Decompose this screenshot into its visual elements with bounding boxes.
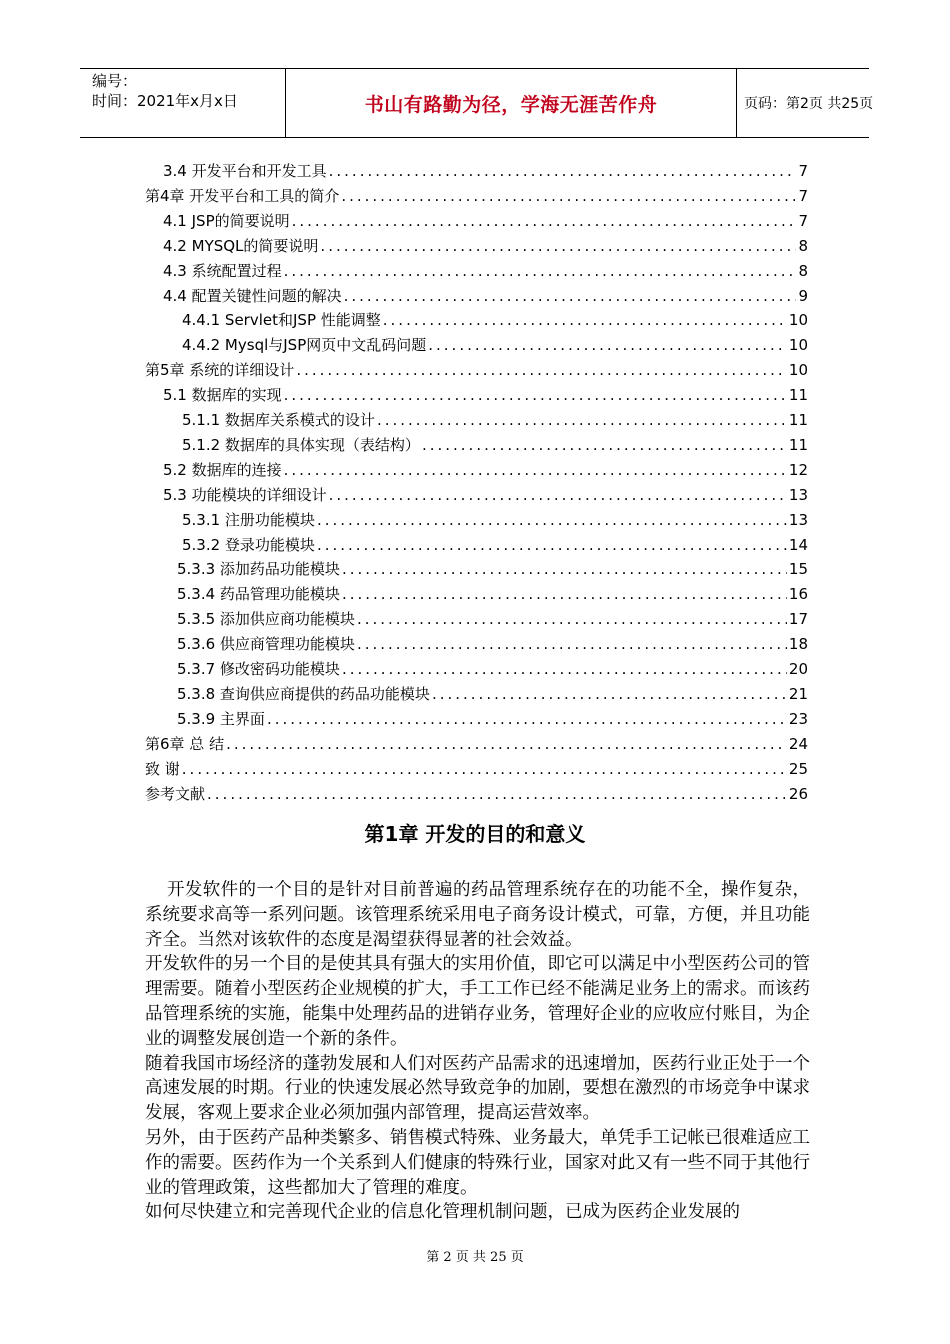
toc-entry-page: 7 bbox=[798, 162, 808, 180]
toc-leader-dots bbox=[377, 410, 787, 430]
page-footer: 第 2 页 共 25 页 bbox=[426, 1250, 524, 1265]
toc-entry-page: 10 bbox=[788, 336, 808, 355]
toc-entry[interactable] bbox=[163, 481, 808, 505]
toc-entry-title: 5.1 数据库的实现 bbox=[163, 386, 282, 405]
toc-entry-page: 12 bbox=[788, 460, 808, 479]
toc-entry[interactable] bbox=[182, 406, 808, 430]
toc-entry-page: 26 bbox=[788, 784, 808, 803]
toc-entry-title: 第4章 开发平台和工具的简介 bbox=[145, 186, 340, 205]
toc-entry-page: 11 bbox=[788, 386, 808, 405]
toc-entry[interactable] bbox=[182, 531, 808, 555]
toc-entry[interactable] bbox=[163, 232, 808, 256]
toc-entry-page: 8 bbox=[798, 236, 808, 255]
toc-entry[interactable] bbox=[177, 555, 808, 579]
toc-entry-page: 20 bbox=[788, 660, 808, 678]
toc-entry-title: 第5章 系统的详细设计 bbox=[145, 361, 295, 380]
toc-entry-title: 4.2 MYSQL的简要说明 bbox=[163, 236, 319, 255]
toc-leader-dots bbox=[342, 559, 787, 579]
toc-entry-page: 24 bbox=[788, 734, 808, 753]
toc-entry[interactable] bbox=[145, 182, 808, 206]
paragraph: 开发软件的另一个目的是使其具有强大的实用价值，即它可以满足中小型医药公司的管理需要。随着小型医药企业规模的扩大，手工工作已经不能满足业务上的需求。而该药品管理系统的实施，能集中处理药品的进销存业务，管理好企业的应收应付账目，为企业的调整发展创造一个新的条件。 bbox=[145, 954, 810, 1049]
toc-leader-dots bbox=[317, 535, 787, 555]
chapter-title: 第1章 开发的目的和意义 bbox=[364, 822, 586, 846]
toc-entry-page: 7 bbox=[798, 211, 808, 230]
toc-entry-page: 14 bbox=[788, 535, 808, 554]
header-left-cell bbox=[80, 69, 285, 137]
toc-entry-page: 16 bbox=[788, 585, 808, 604]
toc-leader-dots bbox=[320, 236, 796, 256]
toc-entry-title: 5.3.8 查询供应商提供的药品功能模块 bbox=[177, 684, 430, 703]
toc-entry-page: 7 bbox=[798, 186, 808, 205]
toc-entry-page: 25 bbox=[788, 759, 808, 778]
toc-leader-dots bbox=[284, 261, 797, 281]
toc-entry[interactable] bbox=[177, 605, 808, 629]
toc-entry[interactable] bbox=[163, 207, 808, 231]
toc-entry-title: 第6章 总 结 bbox=[145, 734, 225, 753]
toc-leader-dots bbox=[329, 161, 797, 181]
toc-entry[interactable] bbox=[163, 456, 808, 480]
toc-entry-title: 5.3 功能模块的详细设计 bbox=[163, 485, 327, 504]
header-right-cell bbox=[736, 69, 874, 137]
toc-leader-dots bbox=[182, 759, 787, 779]
toc-entry[interactable] bbox=[182, 506, 808, 530]
page-header bbox=[80, 68, 874, 138]
toc-entry-title: 4.4 配置关键性问题的解决 bbox=[163, 286, 342, 305]
toc-leader-dots bbox=[357, 634, 787, 654]
toc-entry[interactable] bbox=[163, 257, 808, 281]
toc-entry-page: 18 bbox=[788, 635, 808, 654]
toc-entry[interactable] bbox=[145, 730, 808, 754]
toc-leader-dots bbox=[296, 360, 787, 380]
toc-entry-title: 5.3.7 修改密码功能模块 bbox=[177, 660, 340, 678]
toc-entry-title: 5.3.3 添加药品功能模块 bbox=[177, 560, 340, 579]
toc-entry-title: 参考文献 bbox=[145, 784, 206, 803]
toc-entry-title: 5.3.9 主界面 bbox=[177, 709, 265, 728]
toc-entry-title: 致 谢 bbox=[145, 759, 180, 778]
toc-leader-dots bbox=[342, 659, 787, 679]
paragraph: 如何尽快建立和完善现代企业的信息化管理机制问题，已成为医药企业发展的 bbox=[145, 1202, 740, 1223]
toc-entry-title: 5.3.5 添加供应商功能模块 bbox=[177, 610, 355, 629]
toc-entry-page: 11 bbox=[788, 411, 808, 429]
paragraph: 随着我国市场经济的蓬勃发展和人们对医药产品需求的迅速增加，医药行业正处于一个高速发展的时期。行业的快速发展必然导致竞争的加剧，要想在激烈的市场竞争中谋求发展，客观上要求企业必须加强内部管理，提高运营效率。 bbox=[145, 1053, 810, 1124]
number-label: 编号： bbox=[92, 72, 138, 90]
toc-leader-dots bbox=[428, 335, 787, 355]
toc-entry[interactable] bbox=[163, 381, 808, 405]
toc-entry[interactable] bbox=[182, 431, 808, 455]
toc-entry[interactable] bbox=[177, 680, 808, 704]
toc-entry-title: 5.2 数据库的连接 bbox=[163, 460, 282, 479]
toc-leader-dots bbox=[344, 286, 797, 306]
toc-leader-dots bbox=[284, 385, 787, 405]
toc-leader-dots bbox=[317, 510, 787, 530]
paragraph: 开发软件的一个目的是针对目前普遍的药品管理系统存在的功能不全，操作复杂，系统要求高等一系列问题。该管理系统采用电子商务设计模式，可靠，方便，并且功能齐全。当然对该软件的态度是渴望获得显著的社会效益。 bbox=[145, 880, 810, 950]
toc-leader-dots bbox=[207, 784, 787, 804]
toc-leader-dots bbox=[267, 709, 787, 729]
toc-entry-page: 10 bbox=[788, 361, 808, 380]
toc-entry-page: 9 bbox=[798, 286, 808, 305]
toc-leader-dots bbox=[422, 435, 787, 455]
toc-entry[interactable] bbox=[145, 356, 808, 380]
toc-leader-dots bbox=[292, 211, 797, 231]
toc-entry-page: 21 bbox=[788, 684, 808, 703]
toc-entry-page: 10 bbox=[788, 311, 808, 330]
toc-entry[interactable] bbox=[177, 655, 808, 679]
toc-leader-dots bbox=[342, 584, 787, 604]
toc-entry[interactable] bbox=[163, 282, 808, 306]
header-motto-cell bbox=[285, 69, 737, 137]
toc-entry-page: 13 bbox=[788, 510, 808, 529]
toc-leader-dots bbox=[357, 609, 787, 629]
toc-entry-title: 5.3.2 登录功能模块 bbox=[182, 535, 315, 554]
toc-entry[interactable] bbox=[182, 306, 808, 330]
toc-entry[interactable] bbox=[177, 580, 808, 604]
paragraph: 另外，由于医药产品种类繁多、销售模式特殊、业务最大，单凭手工记帐已很难适应工作的需要。医药作为一个关系到人们健康的特殊行业，国家对此又有一些不同于其他行业的管理政策，这些都加大了管理的难度。 bbox=[145, 1127, 810, 1198]
toc-entry-page: 13 bbox=[788, 485, 808, 504]
toc-entry-title: 4.1 JSP的简要说明 bbox=[163, 211, 290, 230]
toc-leader-dots bbox=[329, 485, 787, 505]
toc-leader-dots bbox=[284, 460, 787, 480]
toc-entry[interactable] bbox=[182, 331, 808, 355]
toc-entry[interactable] bbox=[145, 780, 808, 804]
page-info: 页码：第2页 共25页 bbox=[744, 96, 874, 112]
toc-entry-title: 4.4.2 Mysql与JSP网页中文乱码问题 bbox=[182, 336, 427, 355]
toc-entry-page: 15 bbox=[788, 560, 808, 579]
toc-entry-title: 4.4.1 Servlet和JSP 性能调整 bbox=[182, 311, 381, 330]
toc-entry-title: 3.4 开发平台和开发工具 bbox=[163, 162, 327, 180]
time-label: 时间：2021年x月x日 bbox=[92, 92, 238, 110]
toc-entry-page: 17 bbox=[788, 610, 808, 629]
toc-entry-title: 5.1.2 数据库的具体实现（表结构） bbox=[182, 435, 420, 454]
toc-leader-dots bbox=[341, 186, 796, 206]
toc-leader-dots bbox=[383, 310, 787, 330]
toc-entry-title: 5.1.1 数据库关系模式的设计 bbox=[182, 411, 375, 429]
motto: 书山有路勤为径，学海无涯苦作舟 bbox=[364, 93, 658, 116]
toc-entry-title: 5.3.1 注册功能模块 bbox=[182, 510, 315, 529]
toc-entry-title: 5.3.4 药品管理功能模块 bbox=[177, 585, 340, 604]
toc-entry[interactable] bbox=[163, 157, 808, 181]
toc-entry-page: 11 bbox=[788, 435, 808, 454]
toc-entry-page: 23 bbox=[788, 709, 808, 728]
body-text bbox=[145, 878, 810, 1225]
toc-entry-page: 8 bbox=[798, 261, 808, 280]
toc-leader-dots bbox=[226, 734, 787, 754]
toc-entry[interactable] bbox=[177, 705, 808, 729]
toc-entry[interactable] bbox=[177, 630, 808, 654]
toc-entry-title: 4.3 系统配置过程 bbox=[163, 261, 282, 280]
toc-entry[interactable] bbox=[145, 755, 808, 779]
toc-entry-title: 5.3.6 供应商管理功能模块 bbox=[177, 635, 355, 654]
toc-leader-dots bbox=[432, 684, 787, 704]
